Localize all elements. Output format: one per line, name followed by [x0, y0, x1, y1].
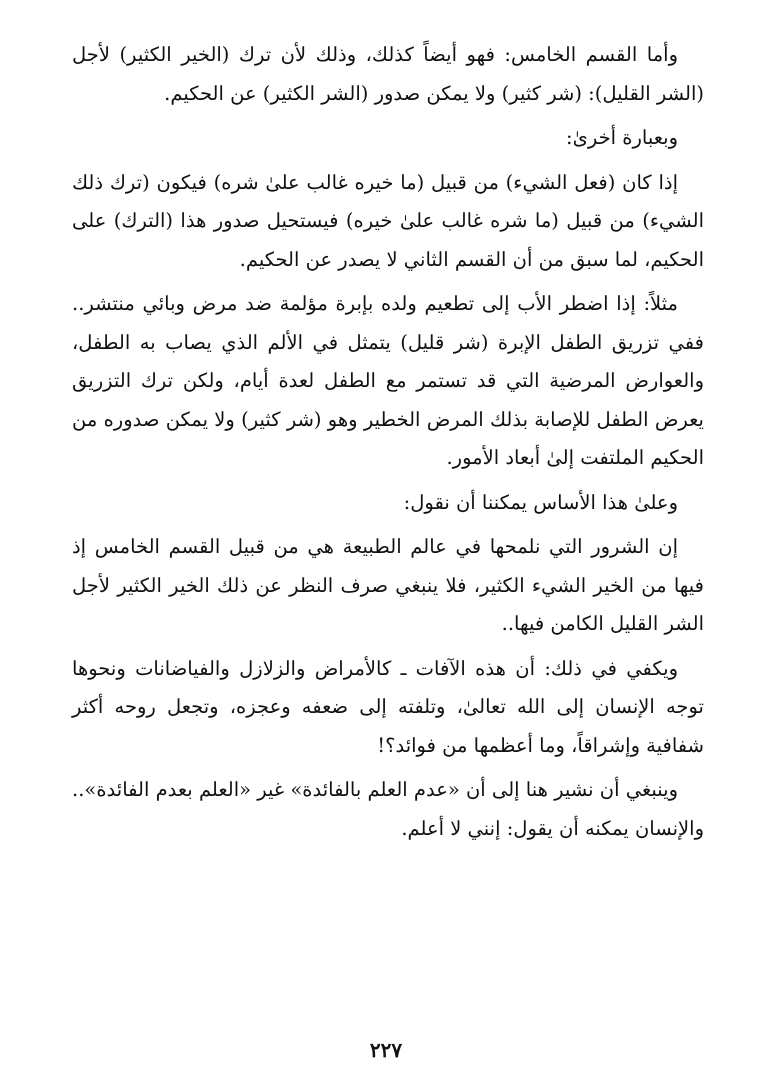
paragraph-calamities: ويكفي في ذلك: أن هذه الآفات ـ كالأمراض والزلازل والفياضانات ونحوها توجه الإنسان إلى الله تعالىٰ، وتلفته إلى ضعفه وعجزه، وتجعل روحه أكثر شفافية وإشراقاً، وما أعظمها من فوائد؟!: [72, 656, 704, 757]
paragraph-lack-of-knowledge: وينبغي أن نشير هنا إلى أن «عدم العلم بالفائدة» غير «العلم بعدم الفائدة».. والإنسان يمكنه أن يقول: إنني لا أعلم.: [72, 778, 704, 840]
page-body: [72, 36, 704, 854]
paragraph-fifth-section: وأما القسم الخامس: فهو أيضاً كذلك، وذلك لأن ترك (الخير الكثير) لأجل (الشر القليل): (شر كثير) ولا يمكن صدور (الشر الكثير) عن الحكيم.: [72, 43, 704, 105]
paragraph-in-other-words: وبعبارة أخرىٰ:: [566, 126, 678, 149]
paragraph-on-this-basis: وعلىٰ هذا الأساس يمكننا أن نقول:: [403, 490, 678, 514]
paragraph-evils-in-nature: إن الشرور التي نلمحها في عالم الطبيعة هي من قبيل القسم الخامس إذ فيها من الخير الشيء الكثير، فلا ينبغي صرف النظر عن ذلك الخير الكثير لأجل الشر القليل الكامن فيها..: [72, 535, 704, 635]
page-number: ٢٢٧: [369, 1038, 403, 1062]
paragraph-example-vaccination: مثلاً: إذا اضطر الأب إلى تطعيم ولده بإبرة مؤلمة ضد مرض وبائي منتشر.. ففي تزريق الطفل الإبرة (شر قليل) يتمثل في الألم الذي يصاب به الطفل، والعوارض المرضية التي قد تستمر مع الطفل لعدة أيام، ولكن ترك التزريق يعرض الطفل للإصابة بذلك المرض الخطير وهو (شر كثير) ولا يمكن صدوره من الحكيم الملتفت إلىٰ أبعاد الأمور.: [72, 292, 704, 469]
paragraph-if-doing-thing: إذا كان (فعل الشيء) من قبيل (ما خيره غالب علىٰ شره) فيكون (ترك ذلك الشيء) من قبيل (ما شره غالب علىٰ خيره) فيستحيل صدور هذا (الترك) على الحكيم، لما سبق من أن القسم الثاني لا يصدر عن الحكيم.: [72, 170, 704, 271]
